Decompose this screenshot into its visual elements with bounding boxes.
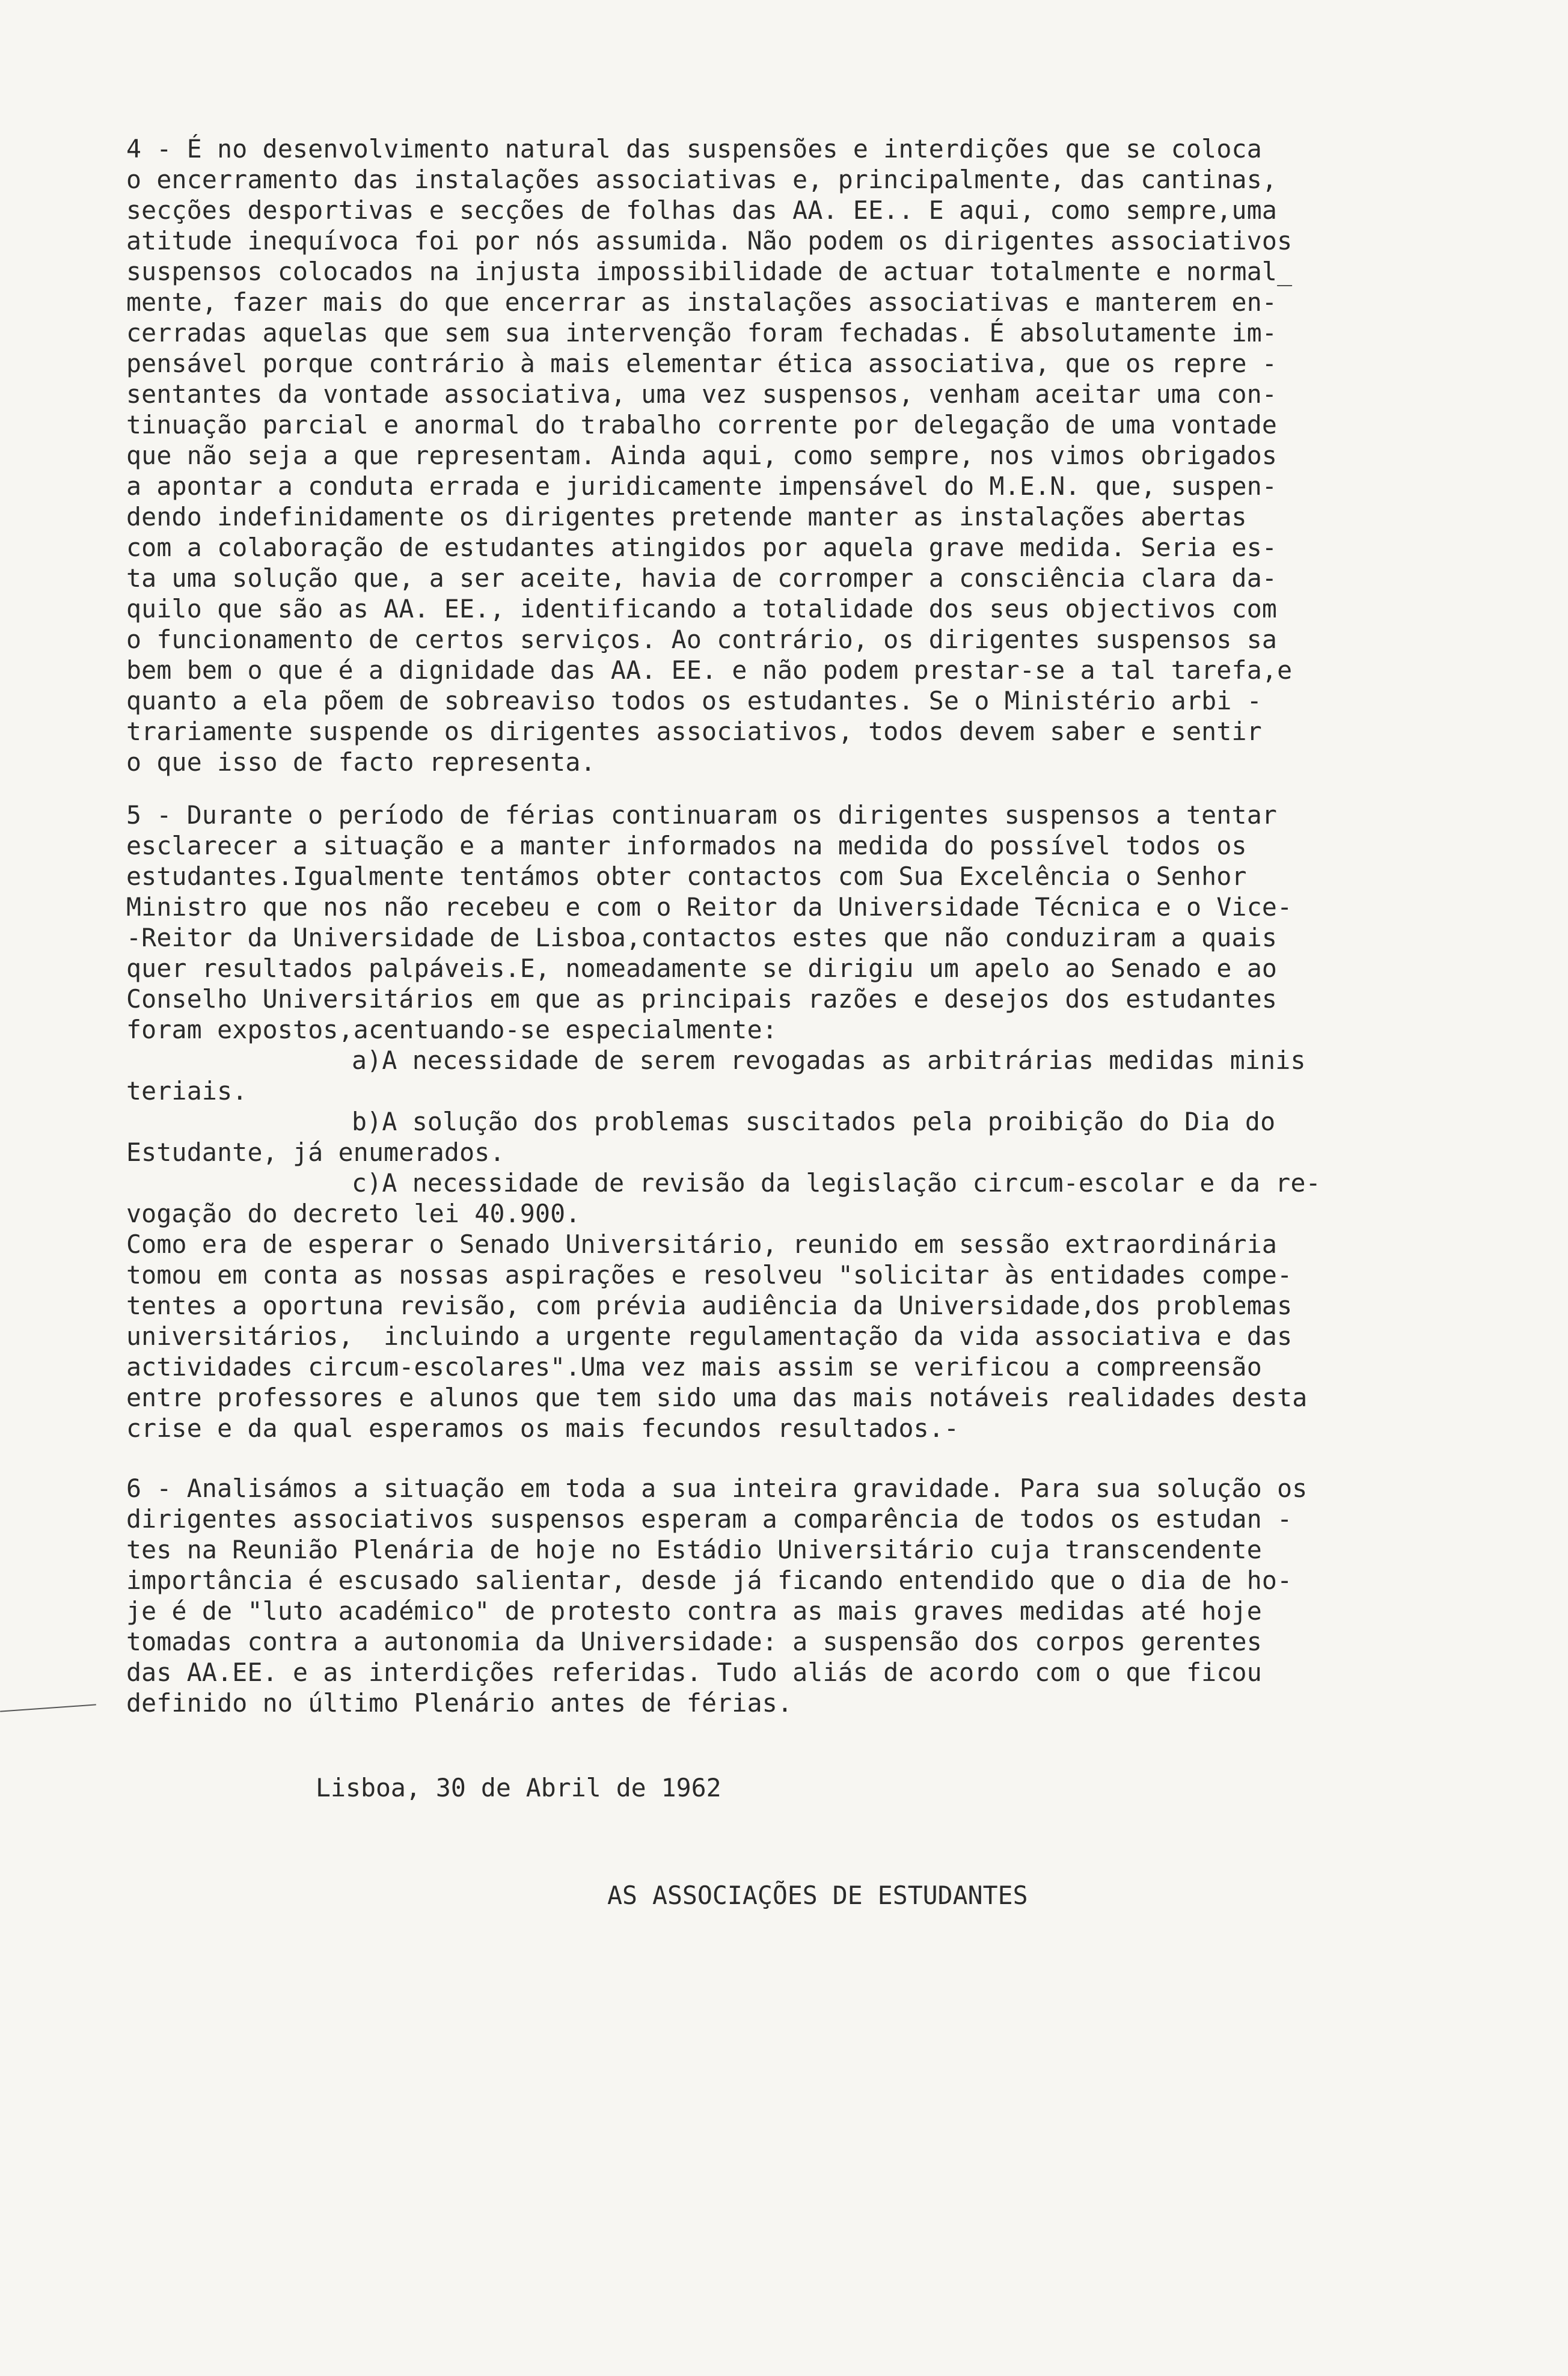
list-item-b-continuation: Estudante, já enumerados. [126,1137,505,1167]
text-line: com a colaboração de estudantes atingidos por aquela grave medida. Seria es- [126,533,1278,562]
text-line: importância é escusado salientar, desde já ficando entendido que o dia de ho- [126,1566,1293,1595]
text-line: atitude inequívoca foi por nós assumida. Não podem os dirigentes associativos [126,226,1293,256]
text-line: tentes a oportuna revisão, com prévia audiência da Universidade,dos problemas [126,1291,1293,1320]
text-line: bem bem o que é a dignidade das AA. EE. e não podem prestar-se a tal tarefa,e [126,655,1293,685]
text-line: je é de "luto académico" de protesto contra as mais graves medidas até hoje [126,1596,1262,1626]
text-line: mente, fazer mais do que encerrar as instalações associativas e manterem en- [126,287,1278,317]
text-line: esclarecer a situação e a manter informados na medida do possível todos os [126,831,1247,860]
list-item-c-continuation: vogação do decreto lei 40.900. [126,1199,581,1228]
text-line: tes na Reunião Plenária de hoje no Estádio Universitário cuja transcendente [126,1535,1262,1564]
text-line: 6 - Analisámos a situação em toda a sua inteira gravidade. Para sua solução os [126,1474,1308,1503]
text-line: a apontar a conduta errada e juridicamente impensável do M.E.N. que, suspen- [126,471,1278,501]
text-line: 5 - Durante o período de férias continuaram os dirigentes suspensos a tentar [126,800,1278,830]
text-line: quilo que são as AA. EE., identificando a totalidade dos seus objectivos com [126,594,1278,623]
text-line: foram expostos,acentuando-se especialmente: [126,1015,777,1044]
list-item-a-continuation: teriais. [126,1076,248,1106]
text-line: universitários, incluindo a urgente regulamentação da vida associativa e das [126,1321,1293,1351]
text-line: quanto a ela põem de sobreaviso todos os estudantes. Se o Ministério arbi - [126,686,1262,715]
text-line: o que isso de facto representa. [126,747,596,777]
text-line: actividades circum-escolares".Uma vez mais assim se verificou a compreensão [126,1352,1262,1382]
list-item-c: c)A necessidade de revisão da legislação circum-escolar e da re- [352,1168,1321,1198]
paragraph-6 [126,1473,1395,1718]
text-line: crise e da qual esperamos os mais fecundos resultados.- [126,1413,960,1443]
text-line: tinuação parcial e anormal do trabalho corrente por delegação de uma vontade [126,410,1278,439]
text-line: dendo indefinidamente os dirigentes pretende manter as instalações abertas [126,502,1247,531]
list-item-a: a)A necessidade de serem revogadas as arbitrárias medidas minis [352,1046,1306,1075]
text-line: suspensos colocados na injusta impossibilidade de actuar totalmente e normal_ [126,257,1293,286]
stray-pen-mark [0,1704,96,1712]
text-line: secções desportivas e secções de folhas das AA. EE.. E aqui, como sempre,uma [126,195,1278,225]
text-line: Como era de esperar o Senado Universitário, reunido em sessão extraordinária [126,1229,1278,1259]
signature: AS ASSOCIAÇÕES DE ESTUDANTES [607,1881,1028,1910]
text-line: definido no último Plenário antes de férias. [126,1688,793,1718]
text-line: -Reitor da Universidade de Lisboa,contactos estes que não conduziram a quais [126,923,1278,952]
text-line: tomadas contra a autonomia da Universidade: a suspensão dos corpos gerentes [126,1627,1262,1656]
paragraph-5 [126,800,1395,1444]
text-line: o encerramento das instalações associativas e, principalmente, das cantinas, [126,165,1278,194]
text-line: cerradas aquelas que sem sua intervenção foram fechadas. É absolutamente im- [126,318,1278,348]
paragraph-4 [126,133,1395,777]
text-line: 4 - É no desenvolvimento natural das suspensões e interdições que se coloca [126,134,1262,164]
text-line: das AA.EE. e as interdições referidas. Tudo aliás de acordo com o que ficou [126,1658,1262,1687]
dateline: Lisboa, 30 de Abril de 1962 [316,1773,721,1802]
text-line: estudantes.Igualmente tentámos obter contactos com Sua Excelência o Senhor [126,862,1247,891]
text-line: pensável porque contrário à mais elementar ética associativa, que os repre - [126,349,1278,378]
text-line: sentantes da vontade associativa, uma vez suspensos, venham aceitar uma con- [126,379,1278,409]
text-line: ta uma solução que, a ser aceite, havia de corromper a consciência clara da- [126,563,1278,593]
text-line: entre professores e alunos que tem sido uma das mais notáveis realidades desta [126,1383,1308,1412]
text-line: dirigentes associativos suspensos esperam a comparência de todos os estudan - [126,1504,1293,1534]
text-line: Conselho Universitários em que as principais razões e desejos dos estudantes [126,984,1278,1014]
text-line: o funcionamento de certos serviços. Ao contrário, os dirigentes suspensos sa [126,625,1278,654]
text-line: quer resultados palpáveis.E, nomeadamente se dirigiu um apelo ao Senado e ao [126,954,1278,983]
list-item-b: b)A solução dos problemas suscitados pela proibição do Dia do [352,1107,1276,1136]
text-line: que não seja a que representam. Ainda aqui, como sempre, nos vimos obrigados [126,441,1278,470]
text-line: tomou em conta as nossas aspirações e resolveu "solicitar às entidades compe- [126,1260,1293,1290]
text-line: Ministro que nos não recebeu e com o Reitor da Universidade Técnica e o Vice- [126,892,1293,922]
text-line: trariamente suspende os dirigentes associativos, todos devem saber e sentir [126,717,1262,746]
